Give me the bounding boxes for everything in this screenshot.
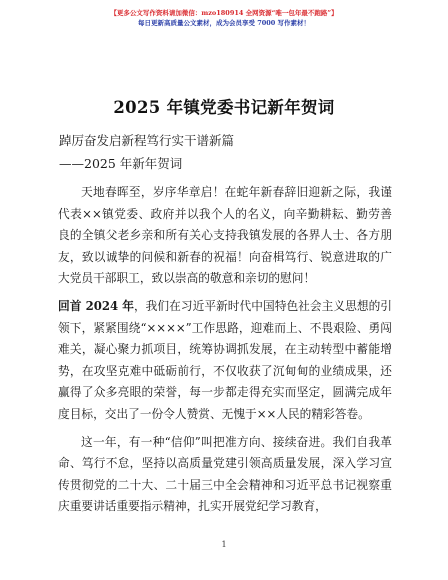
promo-banner xyxy=(0,8,448,28)
paragraph-2 xyxy=(58,296,392,426)
document-dateline: ——2025 年新年贺词 xyxy=(59,156,183,171)
paragraph-3-text: 这一年，有一种“信仰”叫把准方向、接续奋进。我们自我革命、笃行不怠，坚持以高质量党建引领高质量发展，深入学习宣传贯彻党的二十大、二十届三中全会精神和习近平总书记视察重庆重要讲话重要指示精神，扎实开展党纪学习教育， xyxy=(58,434,392,514)
paragraph-1 xyxy=(58,182,392,290)
promo-banner-line-2: 每日更新高质量公文素材，成为会员享受 7000 写作素材！ xyxy=(137,19,311,27)
paragraph-2-text: ，我们在习近平新时代中国特色社会主义思想的引领下，紧紧围绕“××××”工作思路，迎难而上、不畏艰险、勇闯难关，凝心聚力抓项目，统筹协调抓发展，在主动转型中蓄能增势，在攻坚克难中砥砺前行，不仅收获了沉甸甸的业绩成果，还赢得了众多亮眼的荣誉，每一步都走得充实而坚定，圆满完成年度目标，交出了一份令人赞赏、无愧于××人民的精彩答卷。 xyxy=(58,298,392,421)
document-title: 2025 年镇党委书记新年贺词 xyxy=(113,98,335,117)
paragraph-2-lead: 回首 2024 年 xyxy=(58,298,134,313)
document-subtitle: 踔厉奋发启新程笃行实干谱新篇 xyxy=(59,133,235,148)
page-number: 1 xyxy=(221,540,227,549)
promo-banner-line-1: 【更多公文写作资料请加微信：mzo180914 全网资源“唯一包年最不跑路”】 xyxy=(110,9,338,17)
paragraph-3 xyxy=(58,432,392,518)
paragraph-1-text: 天地春晖至，岁序华章启！在蛇年新春辞旧迎新之际，我谨代表××镇党委、政府并以我个人的名义，向辛勤耕耘、勤劳善良的全镇父老乡亲和所有关心支持我镇发展的各界人士、各方朋友，致以诚挚的问候和新春的祝福！向奋楫笃行、锐意进取的广大党员干部职工，致以崇高的敬意和亲切的慰问！ xyxy=(58,185,392,286)
document-body xyxy=(58,182,392,524)
